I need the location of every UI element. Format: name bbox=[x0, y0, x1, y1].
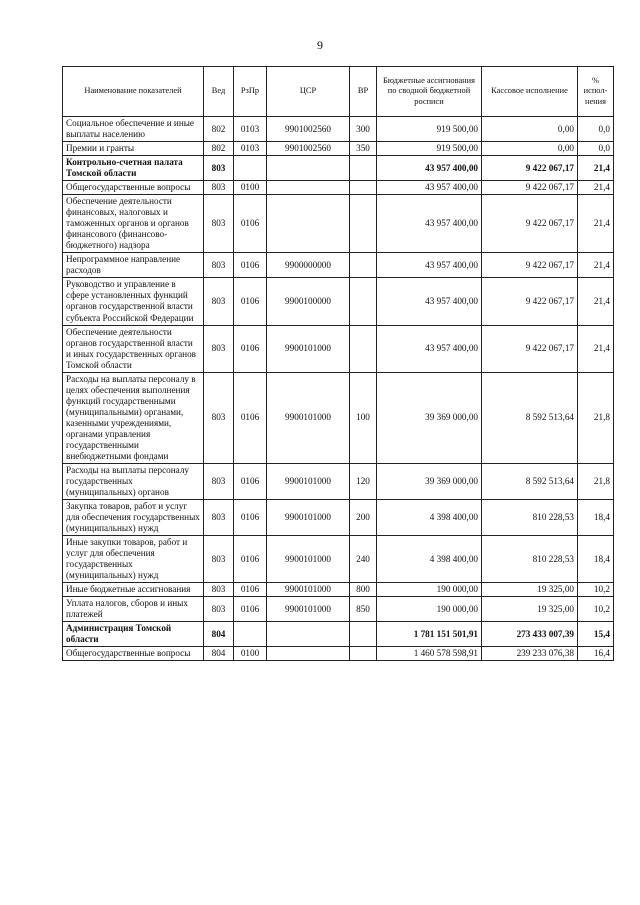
row-cash-cell: 9 422 067,17 bbox=[482, 156, 578, 181]
row-name-cell: Контрольно-счетная палата Томской области bbox=[63, 156, 204, 181]
row-rzpr-cell: 0106 bbox=[234, 597, 267, 622]
table-row bbox=[63, 372, 614, 463]
row-budget-cell: 43 957 400,00 bbox=[377, 253, 482, 278]
row-vr-cell bbox=[350, 181, 377, 195]
row-name-cell: Расходы на выплаты персоналу в целях обеспечения выполнения функций государственными (муниципальными) органами, казенными учреждениями, органами управления государственными внебюджетными фондами bbox=[63, 372, 204, 463]
row-name-cell: Премии и гранты bbox=[63, 142, 204, 156]
row-csr-cell: 9900101000 bbox=[267, 536, 350, 583]
row-name-cell: Общегосударственные вопросы bbox=[63, 181, 204, 195]
row-percent-cell: 0,0 bbox=[578, 117, 614, 142]
row-ved-cell: 803 bbox=[204, 583, 234, 597]
row-ved-cell: 803 bbox=[204, 597, 234, 622]
row-budget-cell: 39 369 000,00 bbox=[377, 372, 482, 463]
row-name-cell: Уплата налогов, сборов и иных платежей bbox=[63, 597, 204, 622]
row-budget-cell: 39 369 000,00 bbox=[377, 463, 482, 499]
row-percent-cell: 21,8 bbox=[578, 372, 614, 463]
row-name-cell: Расходы на выплаты персоналу государственных (муниципальных) органов bbox=[63, 463, 204, 499]
row-csr-cell bbox=[267, 647, 350, 661]
row-rzpr-cell: 0106 bbox=[234, 536, 267, 583]
row-cash-cell: 19 325,00 bbox=[482, 583, 578, 597]
table-row bbox=[63, 463, 614, 499]
row-rzpr-cell: 0106 bbox=[234, 500, 267, 536]
row-cash-cell: 9 422 067,17 bbox=[482, 181, 578, 195]
row-csr-cell bbox=[267, 181, 350, 195]
row-cash-cell: 810 228,53 bbox=[482, 500, 578, 536]
row-rzpr-cell: 0103 bbox=[234, 142, 267, 156]
row-ved-cell: 803 bbox=[204, 463, 234, 499]
row-percent-cell: 21,4 bbox=[578, 195, 614, 253]
row-csr-cell: 9900101000 bbox=[267, 372, 350, 463]
header-name: Наименование показателей bbox=[63, 67, 204, 117]
row-rzpr-cell: 0106 bbox=[234, 463, 267, 499]
table-row bbox=[63, 500, 614, 536]
table-body bbox=[63, 117, 614, 661]
row-percent-cell: 21,4 bbox=[578, 253, 614, 278]
row-vr-cell bbox=[350, 195, 377, 253]
row-rzpr-cell: 0100 bbox=[234, 647, 267, 661]
row-budget-cell: 43 957 400,00 bbox=[377, 325, 482, 372]
row-cash-cell: 9 422 067,17 bbox=[482, 253, 578, 278]
row-csr-cell: 9900101000 bbox=[267, 500, 350, 536]
row-rzpr-cell bbox=[234, 622, 267, 647]
row-percent-cell: 18,4 bbox=[578, 536, 614, 583]
header-ved: Вед bbox=[204, 67, 234, 117]
row-vr-cell: 200 bbox=[350, 500, 377, 536]
row-vr-cell: 300 bbox=[350, 117, 377, 142]
row-csr-cell: 9900101000 bbox=[267, 583, 350, 597]
row-csr-cell: 9900101000 bbox=[267, 463, 350, 499]
row-name-cell: Обеспечение деятельности органов государственной власти и иных государственных органов Томской области bbox=[63, 325, 204, 372]
header-rzpr: РзПр bbox=[234, 67, 267, 117]
row-name-cell: Администрация Томской области bbox=[63, 622, 204, 647]
row-percent-cell: 18,4 bbox=[578, 500, 614, 536]
table-row bbox=[63, 622, 614, 647]
header-percent: % испол-нения bbox=[578, 67, 614, 117]
row-csr-cell bbox=[267, 195, 350, 253]
header-csr: ЦСР bbox=[267, 67, 350, 117]
row-vr-cell: 240 bbox=[350, 536, 377, 583]
row-vr-cell bbox=[350, 278, 377, 325]
row-csr-cell: 9900100000 bbox=[267, 278, 350, 325]
budget-table bbox=[62, 66, 614, 661]
table-row bbox=[63, 117, 614, 142]
row-budget-cell: 190 000,00 bbox=[377, 583, 482, 597]
row-vr-cell bbox=[350, 647, 377, 661]
row-ved-cell: 803 bbox=[204, 195, 234, 253]
table-row bbox=[63, 325, 614, 372]
row-cash-cell: 8 592 513,64 bbox=[482, 463, 578, 499]
table-row bbox=[63, 195, 614, 253]
row-percent-cell: 10,2 bbox=[578, 583, 614, 597]
row-budget-cell: 1 460 578 598,91 bbox=[377, 647, 482, 661]
row-name-cell: Общегосударственные вопросы bbox=[63, 647, 204, 661]
table-row bbox=[63, 156, 614, 181]
row-percent-cell: 21,8 bbox=[578, 463, 614, 499]
row-name-cell: Обеспечение деятельности финансовых, налоговых и таможенных органов и органов финансового (финансово-бюджетного) надзора bbox=[63, 195, 204, 253]
row-cash-cell: 9 422 067,17 bbox=[482, 278, 578, 325]
row-percent-cell: 21,4 bbox=[578, 156, 614, 181]
row-percent-cell: 21,4 bbox=[578, 278, 614, 325]
row-percent-cell: 10,2 bbox=[578, 597, 614, 622]
row-rzpr-cell: 0106 bbox=[234, 195, 267, 253]
row-ved-cell: 804 bbox=[204, 647, 234, 661]
row-cash-cell: 19 325,00 bbox=[482, 597, 578, 622]
row-cash-cell: 273 433 007,39 bbox=[482, 622, 578, 647]
row-cash-cell: 0,00 bbox=[482, 142, 578, 156]
table-row bbox=[63, 253, 614, 278]
row-name-cell: Руководство и управление в сфере установленных функций органов государственной власти субъекта Российской Федерации bbox=[63, 278, 204, 325]
row-cash-cell: 0,00 bbox=[482, 117, 578, 142]
row-ved-cell: 803 bbox=[204, 278, 234, 325]
row-ved-cell: 802 bbox=[204, 142, 234, 156]
row-vr-cell bbox=[350, 622, 377, 647]
row-rzpr-cell: 0106 bbox=[234, 372, 267, 463]
row-cash-cell: 8 592 513,64 bbox=[482, 372, 578, 463]
row-ved-cell: 803 bbox=[204, 181, 234, 195]
table-row bbox=[63, 647, 614, 661]
row-vr-cell: 120 bbox=[350, 463, 377, 499]
row-vr-cell bbox=[350, 325, 377, 372]
table-row bbox=[63, 278, 614, 325]
row-budget-cell: 919 500,00 bbox=[377, 142, 482, 156]
row-name-cell: Непрограммное направление расходов bbox=[63, 253, 204, 278]
row-ved-cell: 803 bbox=[204, 536, 234, 583]
row-vr-cell bbox=[350, 156, 377, 181]
row-percent-cell: 15,4 bbox=[578, 622, 614, 647]
row-ved-cell: 803 bbox=[204, 253, 234, 278]
row-budget-cell: 43 957 400,00 bbox=[377, 278, 482, 325]
row-rzpr-cell: 0103 bbox=[234, 117, 267, 142]
row-name-cell: Иные бюджетные ассигнования bbox=[63, 583, 204, 597]
row-vr-cell: 100 bbox=[350, 372, 377, 463]
row-percent-cell: 21,4 bbox=[578, 325, 614, 372]
row-cash-cell: 810 228,53 bbox=[482, 536, 578, 583]
row-name-cell: Закупка товаров, работ и услуг для обеспечения государственных (муниципальных) нужд bbox=[63, 500, 204, 536]
row-budget-cell: 43 957 400,00 bbox=[377, 195, 482, 253]
row-budget-cell: 43 957 400,00 bbox=[377, 181, 482, 195]
table-row bbox=[63, 583, 614, 597]
row-rzpr-cell: 0100 bbox=[234, 181, 267, 195]
row-cash-cell: 239 233 076,38 bbox=[482, 647, 578, 661]
row-name-cell: Социальное обеспечение и иные выплаты населению bbox=[63, 117, 204, 142]
row-rzpr-cell: 0106 bbox=[234, 278, 267, 325]
row-csr-cell: 9901002560 bbox=[267, 117, 350, 142]
row-ved-cell: 803 bbox=[204, 325, 234, 372]
row-budget-cell: 4 398 400,00 bbox=[377, 536, 482, 583]
row-budget-cell: 1 781 151 501,91 bbox=[377, 622, 482, 647]
table-row bbox=[63, 597, 614, 622]
table-row bbox=[63, 142, 614, 156]
row-percent-cell: 16,4 bbox=[578, 647, 614, 661]
row-name-cell: Иные закупки товаров, работ и услуг для обеспечения государственных (муниципальных) нужд bbox=[63, 536, 204, 583]
row-vr-cell bbox=[350, 253, 377, 278]
row-percent-cell: 21,4 bbox=[578, 181, 614, 195]
row-vr-cell: 850 bbox=[350, 597, 377, 622]
table-row bbox=[63, 181, 614, 195]
table-row bbox=[63, 536, 614, 583]
row-csr-cell bbox=[267, 622, 350, 647]
row-ved-cell: 803 bbox=[204, 500, 234, 536]
row-budget-cell: 190 000,00 bbox=[377, 597, 482, 622]
row-csr-cell bbox=[267, 156, 350, 181]
header-cash: Кассовое исполнение bbox=[482, 67, 578, 117]
row-rzpr-cell bbox=[234, 156, 267, 181]
row-ved-cell: 803 bbox=[204, 372, 234, 463]
row-ved-cell: 803 bbox=[204, 156, 234, 181]
row-budget-cell: 919 500,00 bbox=[377, 117, 482, 142]
row-ved-cell: 804 bbox=[204, 622, 234, 647]
header-vr: ВР bbox=[350, 67, 377, 117]
row-csr-cell: 9901002560 bbox=[267, 142, 350, 156]
row-csr-cell: 9900000000 bbox=[267, 253, 350, 278]
header-budget: Бюджетные ассигнования по сводной бюджетной росписи bbox=[377, 67, 482, 117]
row-csr-cell: 9900101000 bbox=[267, 325, 350, 372]
row-cash-cell: 9 422 067,17 bbox=[482, 195, 578, 253]
row-rzpr-cell: 0106 bbox=[234, 325, 267, 372]
row-budget-cell: 4 398 400,00 bbox=[377, 500, 482, 536]
row-rzpr-cell: 0106 bbox=[234, 583, 267, 597]
row-rzpr-cell: 0106 bbox=[234, 253, 267, 278]
row-budget-cell: 43 957 400,00 bbox=[377, 156, 482, 181]
page-number: 9 bbox=[317, 38, 323, 52]
row-percent-cell: 0,0 bbox=[578, 142, 614, 156]
header-row bbox=[63, 67, 614, 117]
row-ved-cell: 802 bbox=[204, 117, 234, 142]
row-vr-cell: 800 bbox=[350, 583, 377, 597]
row-csr-cell: 9900101000 bbox=[267, 597, 350, 622]
row-vr-cell: 350 bbox=[350, 142, 377, 156]
row-cash-cell: 9 422 067,17 bbox=[482, 325, 578, 372]
